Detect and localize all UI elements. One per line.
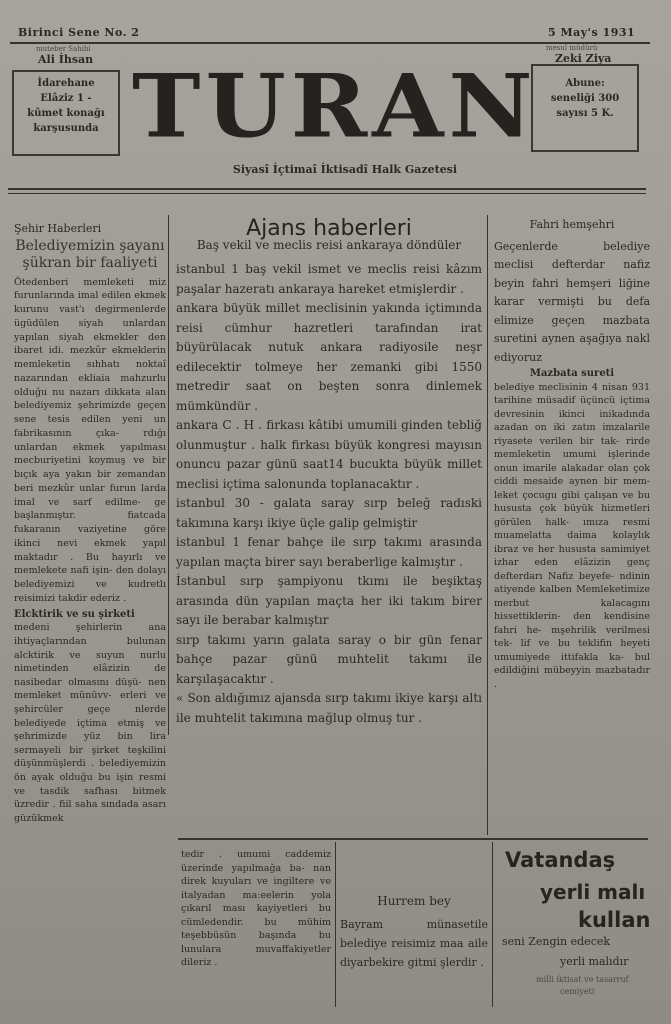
ad-line-6: milli iktisat ve tasarruf [536, 975, 629, 984]
bottom-left-column [181, 848, 331, 970]
article-body: medeni şehirlerin ana ihtiyaçlarından bulunan alcktirik ve suyun nurlu nimetinden elâzizin de nasibedar olmasını düşü- nen memleket münüvv- erleri ve şehircüler geçe nlerde belediyede içtima etmiş ve şehrimizde yüz bin lira sermayeli bir şirket teşkilini düşünmüşlerdi . belediyemizin ön ayak olduğu bu işin resmi ve tasdik safhası bitmek üzredir . fiil saha sındada asarı güzükmek [14, 622, 166, 824]
news-paragraph: « Son aldığımız ajansda sırp takımı ikiye karşı altı ile muhtelit takımına mağlup olmuş tur . [176, 691, 482, 725]
section-title: Şehir Haberleri [14, 222, 102, 235]
ad-line-2: yerli malı [540, 880, 646, 904]
ad-line-3: kullan [578, 908, 651, 932]
bottom-section-rule [178, 838, 648, 840]
left-column [14, 222, 166, 825]
header-rule-thin [8, 193, 646, 194]
agency-news-headline: Ajans haberleri [246, 216, 412, 241]
article-headline: Belediyemizin şayanı şükran bir faaliyeti [15, 237, 165, 271]
office-line: karşusunda [33, 123, 99, 134]
news-paragraph: istanbul 1 fenar bahçe ile sırp takımı arasında yapılan maçta birer sayı beraberlige kalmıştır . [176, 535, 482, 569]
right-column [494, 218, 650, 691]
news-paragraph: istanbul 1 baş vekil ismet ve meclis reisi kâzım paşalar hazeratı ankaraya hareket etmişlerdir . [176, 262, 482, 296]
masthead: TURAN [132, 54, 538, 158]
article-body: Ötedenberi memleketi miz furunlarında imal edilen ekmek kurunu vast'ı degirmenlerde ügüdülen siyah unlardan yapılan siyah ekmekler den ibaret idi. mezkûr ekmeklerin memleketin sıhhatı noktaî nazarından ekliaia mahzurlu olduğu nu nazarı dikkata alan belediyemiz şehrimizde geçen sene tesis edilen yeni un fabrikasının çıka- rdığı unlardan ekmek yapılması mecburiyetini koymuş ve bir bıçık aya yakın bir zemandan beri mezkûr unlar furun larda imal ve sarf edilme- ge başlanmıştır. fiatcada fukaranın vaziyetine göre ikinci nevi ekmek yapıl maktadır . Bu hayırlı ve memlekete nafi işin- den dolayı belediyemizi ve kudretlı reisimizi takdir ederiz . [14, 276, 166, 604]
tagline: Siyasî İçtimaî İktisadî Halk Gazetesi [232, 163, 458, 176]
editor-label: mesul müdürü [546, 44, 598, 52]
article-title: Hurrem bey [377, 894, 451, 908]
owner-label: muteber Sahibi [36, 45, 91, 53]
news-paragraph: ankara büyük millet meclisinin yakında içtimında reisi cümhur hazretleri tarafından irat büyürülacak nutuk ankara radiyosile neşr edilecektir tolmeye her zemanki gibi 1550 metredir saat on beşten sonra dinlemek mümkündür . [176, 301, 482, 413]
agency-news-subheadline: Baş vekil ve meclis reisi ankaraya döndüler [196, 237, 462, 252]
issue-date: 5 May's 1931 [548, 26, 636, 39]
subscription-line: seneliği 300 [550, 93, 620, 104]
article-body: belediye meclisinin 4 nisan 931 tarihine müsadif üçüncü içtima devresinin ikinci inikadında azadan on iki zatın imzalarile riyasete verilen bir tak- rirde memleketin umumi işlerinde onun imarile alakadar olan çok ciddi mesaide aynen bir mem- leket çocugu gibi çalışan ve bu hususta çok büyük hizmetleri görülen halk- ımıza resmi muamelatta daima kolaylık ibraz ve her hususta samimiyet izhar eden elâzizin genç defterdarı Nafiz beyefe- ndinin atiyende kalben Memleketimize merbut kalacagını hissettiklerin- den kendisine fahri he- mşehrilik verilmesi tek- lif ve bu teklifin heyeti umumiyede ittifakla ka- bul edildiğini mübeyyin mazbatadır . [494, 381, 650, 690]
article-body: tedir . umumi caddemiz üzerinde yapılmağa ba- nan direk kuyuları ve ingiltere ve italyadan ma:eelerin yola çıkarıl ması kayiyetleri bu cümledendir. bu mühim teşebbüsün başında bu lunulara muvaffakiyetler dileriz . [181, 849, 331, 968]
ad-line-5: yerli malıdır [560, 955, 629, 968]
section-title: Elcktirik ve su şirketi [14, 608, 135, 620]
center-column [176, 216, 482, 728]
article-intro: Geçenlerde belediye meclisi defterdar nafiz beyin fahri hemşeri liğine karar vermişti bu defa elimize geçen mazbata suretini aynen aşağıya nakl ediyoruz [494, 239, 650, 364]
office-line: İdarehane [37, 78, 95, 89]
subscription-box [531, 64, 639, 152]
office-line: Elâziz 1 - [40, 93, 92, 104]
section-title: Fahri hemşehri [529, 218, 615, 231]
column-rule [487, 215, 488, 835]
ad-line-1: Vatandaş [505, 848, 616, 872]
bottom-right-column [340, 895, 488, 972]
header-rule [8, 188, 646, 190]
ad-line-4: seni Zengin edecek [502, 935, 611, 948]
owner-name: Ali İhsan [38, 53, 94, 66]
editor-name: Zeki Ziya [555, 52, 612, 65]
office-address-box [12, 70, 120, 156]
news-paragraph: İstanbul sırp şampiyonu tkımı ile beşiktaş arasında dün yapılan maçta her iki takım birer sayı ile berabar kalmıştır [176, 574, 482, 628]
article-body: Bayram münasetile belediye reisimiz maa aile diyarbekire gitmi şlerdir . [340, 917, 488, 969]
office-line: kûmet konağı [27, 108, 105, 119]
issue-number: Birinci Sene No. 2 [18, 26, 140, 39]
column-rule [492, 842, 493, 1007]
subscription-line: Abune: [565, 78, 605, 89]
column-rule [335, 842, 336, 1007]
news-paragraph: ankara C . H . firkası kâtibi umumili ginden tebliğ olunmuştur . halk firkası büyük kongresi mayısın onuncu pazar günü saat14 bucukta büyük millet meclisi içtima salonunda toplanacaktır . [176, 418, 482, 491]
article-subtitle: Mazbata sureti [529, 368, 615, 380]
subscription-line: sayısı 5 K. [556, 108, 614, 119]
ad-line-7: cemiyeti [560, 987, 595, 996]
column-rule [168, 215, 169, 735]
news-paragraph: sırp takımı yarın galata saray o bir gün fenar bahçe pazar günü muhtelit takımı ile karşılaşacaktır . [176, 632, 482, 686]
news-paragraph: istanbul 30 - galata saray sırp beleğ radıski takımına karşı ikiye üçle galip gelmiştir [176, 496, 482, 530]
